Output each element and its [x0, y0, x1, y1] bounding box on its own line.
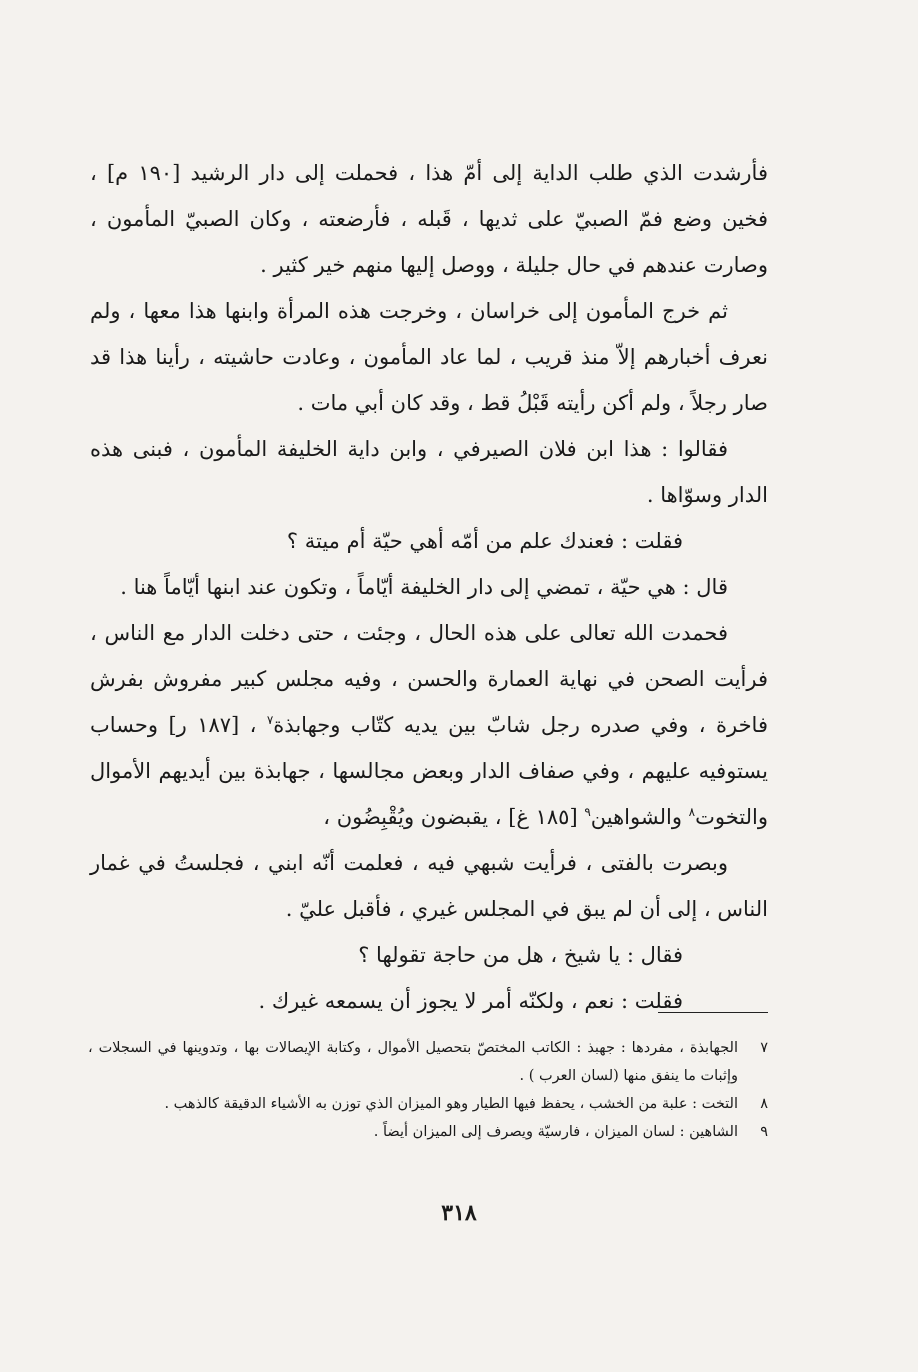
footnotes — [88, 1034, 768, 1146]
paragraph-1: فأرشدت الذي طلب الداية إلى أمّ هذا ، فحملت إلى دار الرشيد [١٩٠ م] ، فخين وضع فمّ الصبيّ على ثديها ، قَبله ، فأرضعته ، وكان الصبيّ المأمون ، وصارت عندهم في حال جليلة ، ووصل إليها منهم خير كثير . — [90, 161, 768, 277]
footnote-7 — [88, 1034, 768, 1090]
paragraph-2: ثم خرج المأمون إلى خراسان ، وخرجت هذه المرأة وابنها هذا معها ، ولم نعرف أخبارهم إلاّ منذ قريب ، لما عاد المأمون ، وعادت حاشيته ، رأينا هذا قد صار رجلاً ، ولم أكن رأيته قَبْلُ قط ، وقد كان أبي مات . — [90, 299, 768, 415]
paragraph-9: فقلت : نعم ، ولكنّه أمر لا يجوز أن يسمعه غيرك . — [258, 989, 683, 1013]
footnote-8 — [88, 1090, 768, 1118]
footnote-number: ٧ — [760, 1040, 768, 1056]
paragraph-6-part-2: ، [١٨٧ ر] وحساب يستوفيه عليهم ، وفي صفاف الدار وبعض مجالسها ، جهابذة بين أيديهم الأموال والتخوت — [90, 713, 768, 829]
footnote-mark-8[interactable]: ٨ — [688, 805, 696, 819]
footnote-number: ٨ — [760, 1096, 768, 1112]
footnote-text: الشاهين : لسان الميزان ، فارسيّة ويصرف إلى الميزان أيضاً . — [373, 1124, 738, 1140]
footnote-text: الجهابذة ، مفردها : جهبذ : الكاتب المختصّ بتحصيل الأموال ، وكتابة الإيصالات بها ، وتدوينها في السجلات ، وإثبات ما ينفق منها (لسان العرب ) . — [88, 1040, 738, 1084]
footnote-text: التخت : علبة من الخشب ، يحفظ فيها الطيار وهو الميزان الذي توزن به الأشياء الدقيقة كالذهب . — [164, 1096, 738, 1112]
paragraph-4: فقلت : فعندك علم من أمّه أهي حيّة أم ميتة ؟ — [286, 529, 683, 553]
paragraph-8: فقال : يا شيخ ، هل من حاجة تقولها ؟ — [358, 943, 683, 967]
footnote-number: ٩ — [760, 1124, 768, 1140]
main-text — [90, 150, 768, 1024]
paragraph-3: فقالوا : هذا ابن فلان الصيرفي ، وابن داية الخليفة المأمون ، فبنى هذه الدار وسوّاها . — [90, 437, 768, 507]
footnote-9 — [88, 1118, 768, 1146]
footnote-mark-7[interactable]: ٧ — [266, 713, 274, 727]
paragraph-6-part-1: فحمدت الله تعالى على هذه الحال ، وجئت ، حتى دخلت الدار مع الناس ، فرأيت الصحن في نهاية العمارة والحسن ، وفيه مجلس كبير مفروش بفرش فاخرة ، وفي صدره رجل شابّ بين يديه كتّاب وجهابذة — [90, 621, 768, 737]
paragraph-5: قال : هي حيّة ، تمضي إلى دار الخليفة أيّاماً ، وتكون عند ابنها أيّاماً هنا . — [120, 575, 728, 599]
page-number: ٣١٨ — [441, 1200, 477, 1226]
paragraph-6-part-4: [١٨٥ غ] ، يقبضون ويُقْبِضُون ، — [323, 805, 585, 829]
footnote-divider — [658, 1012, 768, 1013]
paragraph-6-part-3: والشواهين — [590, 805, 689, 829]
paragraph-7: وبصرت بالفتى ، فرأيت شبهي فيه ، فعلمت أنّه ابني ، فجلستُ في غمار الناس ، إلى أن لم يبق في المجلس غيري ، فأقبل عليّ . — [90, 851, 768, 921]
paragraph-6 — [90, 610, 768, 840]
footnote-mark-9[interactable]: ٩ — [584, 805, 591, 819]
